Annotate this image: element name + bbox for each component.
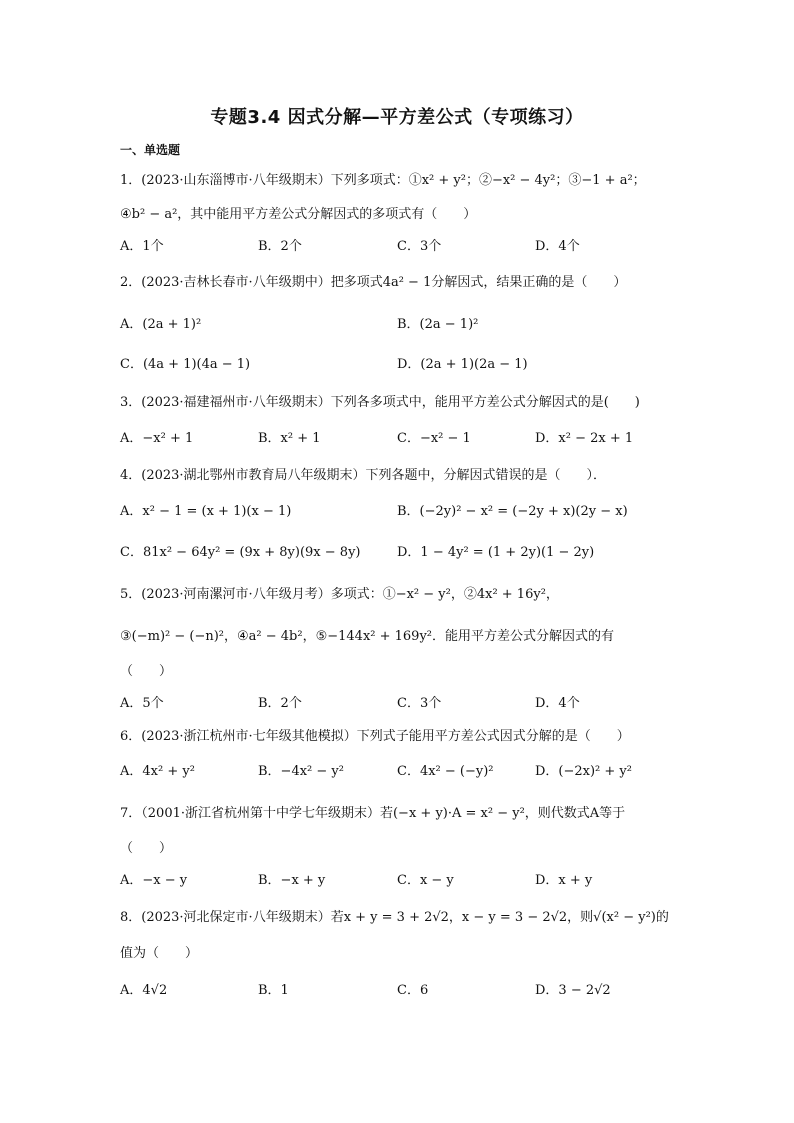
question-2-option-c: C．(4a + 1)(4a − 1) bbox=[120, 357, 251, 372]
question-1-option-c: C．3个 bbox=[397, 239, 442, 254]
question-8-stem-cont: 值为（ ） bbox=[120, 946, 199, 961]
question-8-option-b: B．1 bbox=[258, 983, 289, 998]
question-3-option-a: A．−x² + 1 bbox=[120, 431, 194, 446]
section-heading: 一、单选题 bbox=[120, 143, 181, 157]
question-7-option-c: C．x − y bbox=[397, 873, 454, 888]
question-4-option-a: A．x² − 1 = (x + 1)(x − 1) bbox=[120, 504, 292, 519]
question-5-option-b: B．2个 bbox=[258, 696, 302, 711]
question-5-option-c: C．3个 bbox=[397, 696, 442, 711]
question-4-option-b: B．(−2y)² − x² = (−2y + x)(2y − x) bbox=[397, 504, 628, 519]
question-5-option-a: A．5个 bbox=[120, 696, 164, 711]
question-3-option-c: C．−x² − 1 bbox=[397, 431, 471, 446]
question-7-stem-paren: （ ） bbox=[120, 841, 173, 856]
question-5-stem: 5．(2023·河南漯河市·八年级月考）多项式：①−x² − y²，②4x² + 16y²， bbox=[120, 587, 559, 602]
question-6-option-b: B．−4x² − y² bbox=[258, 764, 344, 779]
question-7-option-a: A．−x − y bbox=[120, 873, 188, 888]
question-6-option-c: C．4x² − (−y)² bbox=[397, 764, 494, 779]
question-4-option-c: C．81x² − 64y² = (9x + 8y)(9x − 8y) bbox=[120, 545, 361, 560]
question-1-stem: 1．(2023·山东淄博市·八年级期末）下列多项式：①x² + y²；②−x² − 4y²；③−1 + a²； bbox=[120, 173, 646, 188]
page-title: 专题3.4 因式分解—平方差公式（专项练习） bbox=[210, 107, 584, 128]
question-3-option-b: B．x² + 1 bbox=[258, 431, 321, 446]
question-8-option-d: D．3 − 2√2 bbox=[535, 983, 611, 998]
question-3-option-d: D．x² − 2x + 1 bbox=[535, 431, 634, 446]
question-6-stem: 6．(2023·浙江杭州市·七年级其他模拟）下列式子能用平方差公式因式分解的是（ ） bbox=[120, 729, 630, 744]
question-4-stem: 4．(2023·湖北鄂州市教育局八年级期末）下列各题中，分解因式错误的是（ ）． bbox=[120, 468, 607, 483]
question-6-option-d: D．(−2x)² + y² bbox=[535, 764, 632, 779]
question-5-option-d: D．4个 bbox=[535, 696, 580, 711]
question-8-stem: 8．(2023·河北保定市·八年级期末）若x + y = 3 + 2√2，x − y = 3 − 2√2，则√(x² − y²)的 bbox=[120, 910, 669, 925]
question-8-option-a: A．4√2 bbox=[120, 983, 168, 998]
question-2-stem: 2．(2023·吉林长春市·八年级期中）把多项式4a² − 1分解因式，结果正确的是（ ） bbox=[120, 275, 627, 290]
question-8-option-c: C．6 bbox=[397, 983, 429, 998]
question-1-option-d: D．4个 bbox=[535, 239, 580, 254]
question-7-stem: 7．（2001·浙江省杭州第十中学七年级期末）若(−x + y)·A = x² − y²，则代数式A等于 bbox=[120, 806, 626, 821]
question-2-option-b: B．(2a − 1)² bbox=[397, 317, 479, 332]
question-2-option-a: A．(2a + 1)² bbox=[120, 317, 202, 332]
question-5-stem-paren: （ ） bbox=[120, 664, 173, 679]
question-1-option-b: B．2个 bbox=[258, 239, 302, 254]
question-5-stem-cont: ③(−m)² − (−n)²，④a² − 4b²，⑤−144x² + 169y²．能用平方差公式分解因式的有 bbox=[120, 629, 615, 644]
question-7-option-b: B．−x + y bbox=[258, 873, 326, 888]
question-6-option-a: A．4x² + y² bbox=[120, 764, 195, 779]
question-2-option-d: D．(2a + 1)(2a − 1) bbox=[397, 357, 528, 372]
question-3-stem: 3．(2023·福建福州市·八年级期末）下列各多项式中，能用平方差公式分解因式的是( ) bbox=[120, 395, 640, 410]
question-4-option-d: D．1 − 4y² = (1 + 2y)(1 − 2y) bbox=[397, 545, 595, 560]
question-1-option-a: A．1个 bbox=[120, 239, 164, 254]
question-1-stem-cont: ④b² − a²，其中能用平方差公式分解因式的多项式有（ ） bbox=[120, 207, 477, 222]
question-7-option-d: D．x + y bbox=[535, 873, 593, 888]
